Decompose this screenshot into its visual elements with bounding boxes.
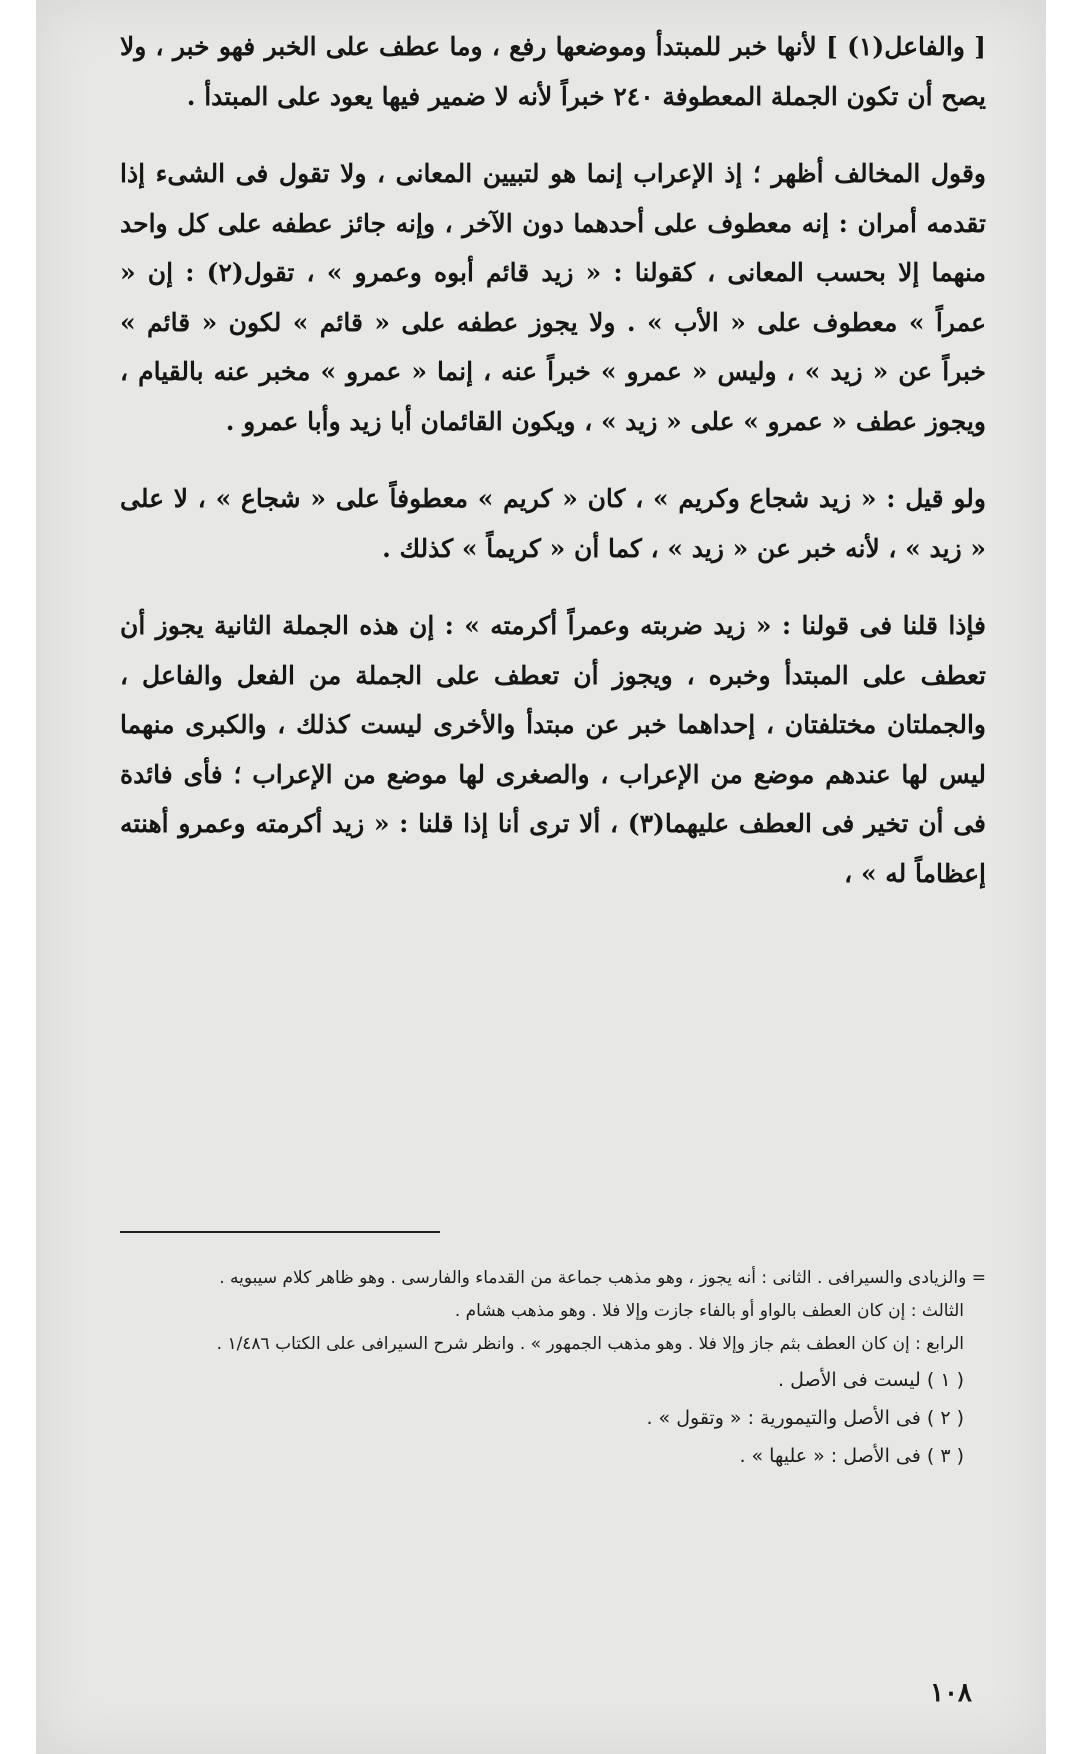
page-number: ١٠٨: [930, 1678, 972, 1708]
paragraph-1: [ والفاعل(١) ] لأنها خبر للمبتدأ وموضعها رفع ، وما عطف على الخبر فهو خبر ، ولا يصح أن تكون الجملة المعطوفة ٢٤٠ خبراً لأنه لا ضمير فيها يعود على المبتدأ .: [120, 32, 986, 111]
footnote-continuation-2: الثالث : إن كان العطف بالواو أو بالفاء جازت وإلا فلا . وهو مذهب هشام .: [454, 1301, 964, 1321]
paragraph-3: ولو قيل : « زيد شجاع وكريم » ، كان « كريم » معطوفاً على « شجاع » ، لا على « زيد » ، لأنه خبر عن « زيد » ، كما أن « كريماً » كذلك .: [120, 484, 986, 563]
main-text: [120, 22, 986, 898]
footnote-continuation-3: الرابع : إن كان العطف بثم جاز وإلا فلا . وهو مذهب الجمهور » . وانظر شرح السيرافى على الكتاب ١/٤٨٦ .: [216, 1334, 964, 1354]
paragraph-4: فإذا قلنا فى قولنا : « زيد ضربته وعمراً أكرمته » : إن هذه الجملة الثانية يجوز أن تعطف على المبتدأ وخبره ، ويجوز أن تعطف على الجملة من الفعل والفاعل ، والجملتان مختلفتان ، إحداهما خبر عن مبتدأ والأخرى ليست كذلك ، والكبرى منهما ليس لها عندهم موضع من الإعراب ، والصغرى لها موضع من الإعراب ؛ فأى فائدة فى أن تخير فى العطف عليهما(٣) ، ألا ترى أنا إذا قلنا : « زيد أكرمته وعمرو أهنته إعظاماً له » ،: [120, 611, 986, 888]
footnote-divider: [120, 1231, 440, 1233]
footnotes: [120, 1262, 986, 1475]
paragraph-2: وقول المخالف أظهر ؛ إذ الإعراب إنما هو لتبيين المعانى ، ولا تقول فى الشىء إذا تقدمه أمران : إنه معطوف على أحدهما دون الآخر ، وإنه جائز عطفه على كل واحد منهما إلا بحسب المعانى ، كقولنا : « زيد قائم أبوه وعمرو » ، تقول(٢) : إن « عمراً » معطوف على « الأب » . ولا يجوز عطفه على « قائم » لكون « قائم » خبراً عن « زيد » ، وليس « عمرو » خبراً عنه ، إنما « عمرو » مخبر عنه بالقيام ، ويجوز عطف « عمرو » على « زيد » ، ويكون القائمان أبا زيد وأبا عمرو .: [120, 159, 986, 436]
footnote-3: ( ٣ ) فى الأصل : « عليها » .: [739, 1445, 964, 1467]
footnote-continuation-1: = والزيادى والسيرافى . الثانى : أنه يجوز ، وهو مذهب جماعة من القدماء والفارسى . وهو ظاهر كلام سيبويه .: [219, 1268, 986, 1288]
book-page: [36, 0, 1046, 1754]
footnote-1: ( ١ ) ليست فى الأصل .: [777, 1369, 964, 1391]
footnote-2: ( ٢ ) فى الأصل والتيمورية : « وتقول » .: [646, 1407, 964, 1429]
